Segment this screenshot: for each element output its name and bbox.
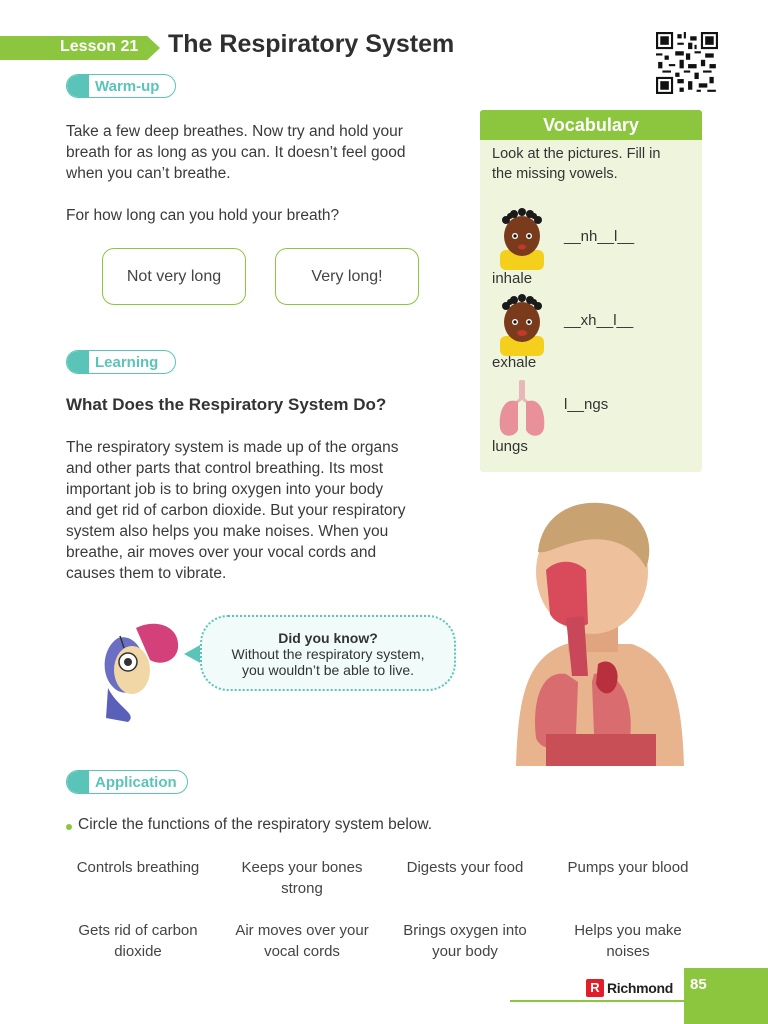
anatomy-illustration [506, 498, 692, 766]
vocab-blank-exhale[interactable]: __xh__l__ [564, 312, 634, 329]
learning-paragraph: The respiratory system is made up of the organs and other parts that control breathing. Its most important job is to bring oxygen into your body and get rid of carbon dioxide. But your respiratory system also helps you make noises. When you breathe, air moves over your vocal cords and causes them to vibrate. [66, 439, 406, 582]
vocab-blank-inhale[interactable]: __nh__l__ [564, 228, 635, 245]
did-you-know-title: Did you know? [278, 630, 378, 646]
function-option[interactable]: Air moves over your vocal cords [235, 922, 369, 960]
lesson-label: Lesson 21 [60, 38, 139, 55]
function-option[interactable]: Brings oxygen into your body [403, 922, 527, 960]
brand-name: Richmond [607, 980, 674, 996]
did-you-know-text: Without the respiratory system, you wouldn’t be able to live. [231, 646, 425, 678]
warmup-question: For how long can you hold your breath? [66, 207, 340, 224]
function-option[interactable]: Pumps your blood [567, 859, 689, 876]
application-section-label: Application [66, 770, 188, 794]
application-instruction: Circle the functions of the respiratory system below. [78, 816, 433, 833]
function-option[interactable]: Gets rid of carbon dioxide [78, 922, 198, 960]
lungs-icon [492, 376, 552, 442]
choice-very-long[interactable]: Very long! [275, 248, 419, 305]
vocabulary-panel [480, 110, 702, 472]
vocabulary-instruction: Look at the pictures. Fill in the missing vowels. [492, 146, 661, 182]
publisher-logo [586, 978, 673, 998]
learning-section-label: Learning [66, 350, 176, 374]
vocab-blank-lungs[interactable]: l__ngs [564, 396, 609, 413]
function-option[interactable]: Controls breathing [76, 859, 200, 876]
learning-heading: What Does the Respiratory System Do? [66, 395, 387, 414]
vocab-word-inhale: inhale [492, 270, 533, 287]
qr-code-icon[interactable] [656, 32, 718, 94]
function-option[interactable]: Digests your food [406, 859, 524, 876]
function-option[interactable]: Helps you make noises [574, 922, 682, 960]
brand-mark: R [586, 979, 604, 997]
warmup-section-label: Warm-up [66, 74, 176, 98]
bullet-dot [66, 824, 72, 830]
child-face-icon [492, 290, 552, 356]
page-number: 85 [690, 976, 707, 993]
bird-mascot-icon [98, 618, 184, 722]
child-face-icon [492, 204, 552, 270]
function-option[interactable]: Keeps your bones strong [241, 859, 363, 897]
choice-not-very-long[interactable]: Not very long [102, 248, 246, 305]
footer-line [510, 1000, 686, 1002]
vocab-word-lungs: lungs [492, 438, 528, 455]
warmup-paragraph: Take a few deep breathes. Now try and hold your breath for as long as you can. It doesn’t feel good when you can’t breathe. [66, 123, 406, 182]
page-title: The Respiratory System [168, 30, 455, 58]
vocabulary-title: Vocabulary [480, 110, 702, 140]
vocab-word-exhale: exhale [492, 354, 537, 371]
